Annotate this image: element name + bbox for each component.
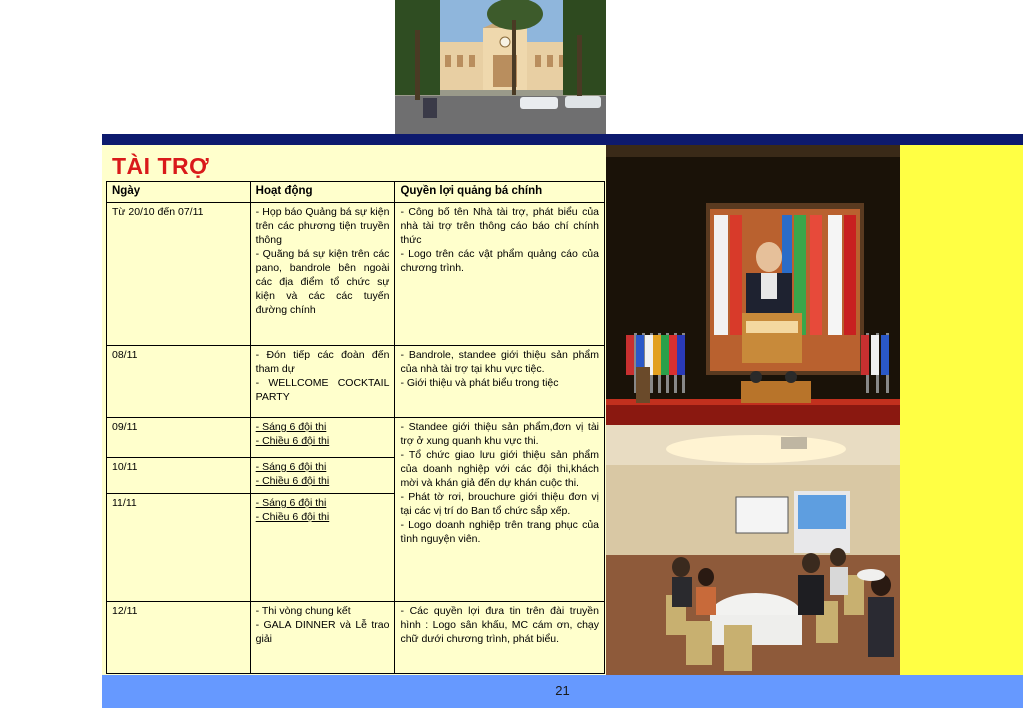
- table-row: [107, 602, 605, 674]
- benefit-line: - Các quyền lợi đưa tin trên đài truyền hình : Logo sân khấu, MC cám ơn, chạy chữ dưới chương trình, phát biểu.: [400, 605, 599, 645]
- footer-bar: [102, 675, 1023, 708]
- activity-line: - Sáng 6 đội thi: [255, 421, 327, 433]
- conference-stage-photo: [606, 145, 900, 425]
- side-accent-strip: [900, 145, 1023, 675]
- table-row: [107, 418, 605, 458]
- benefit-line: - Logo doanh nghiệp trên trang phục của tình nguyện viên.: [400, 519, 599, 545]
- city-hall-photo: [395, 0, 606, 134]
- table-header-row: [107, 182, 605, 203]
- activity-cell: [250, 494, 395, 602]
- table-row: [107, 203, 605, 346]
- activity-cell: [250, 346, 395, 418]
- date-cell: 11/11: [107, 494, 251, 602]
- benefit-line: - Công bố tên Nhà tài trợ, phát biểu của nhà tài trợ trên thông cáo báo chí chính thức: [400, 206, 599, 246]
- date-cell: 10/11: [107, 458, 251, 494]
- page-number: 21: [555, 683, 570, 698]
- activity-cell: [250, 602, 395, 674]
- benefit-line: - Tổ chức giao lưu giới thiệu sản phẩm của doanh nghiệp với các đội thi,khách mời và khán giả đến dự khán cuộc thi.: [400, 449, 599, 489]
- table-row: [107, 346, 605, 418]
- benefits-cell: [395, 346, 605, 418]
- benefit-line: - Giới thiệu và phát biểu trong tiệc: [400, 377, 559, 389]
- activity-line: - WELLCOME COCKTAIL PARTY: [255, 377, 390, 403]
- activity-line: - GALA DINNER và Lễ trao giải: [255, 619, 390, 645]
- activity-line: - Đón tiếp các đoàn đến tham dự: [255, 349, 390, 375]
- activity-line: - Sáng 6 đội thi: [255, 497, 327, 509]
- date-cell: 12/11: [107, 602, 251, 674]
- header-divider: [102, 134, 1023, 145]
- sponsorship-table: [106, 181, 605, 674]
- benefit-line: - Phát tờ rơi, brouchure giới thiệu đơn vị tại các vị trí do Ban tổ chức sắp xếp.: [400, 491, 599, 517]
- date-cell: 08/11: [107, 346, 251, 418]
- benefit-line: - Logo trên các vật phẩm quảng cáo của chương trình.: [400, 248, 599, 274]
- column-header-benefits: Quyền lợi quảng bá chính: [395, 182, 605, 203]
- date-cell: Từ 20/10 đến 07/11: [107, 203, 251, 346]
- meeting-room-photo: [606, 425, 900, 675]
- benefits-cell: [395, 602, 605, 674]
- column-header-date: Ngày: [107, 182, 251, 203]
- activity-cell: [250, 458, 395, 494]
- activity-line: - Họp báo Quảng bá sự kiện trên các phương tiện truyền thông: [255, 206, 390, 246]
- benefits-cell-merged: [395, 418, 605, 602]
- date-cell: 09/11: [107, 418, 251, 458]
- activity-line: - Sáng 6 đội thi: [255, 461, 327, 473]
- column-header-activity: Hoạt động: [250, 182, 395, 203]
- benefit-line: - Standee giới thiệu sản phẩm,đơn vị tài trợ ở xung quanh khu vực thi.: [400, 421, 599, 447]
- activity-cell: [250, 203, 395, 346]
- activity-line: - Chiều 6 đội thi: [255, 475, 330, 487]
- benefits-cell: [395, 203, 605, 346]
- activity-cell: [250, 418, 395, 458]
- page-title: TÀI TRỢ: [112, 153, 210, 179]
- activity-line: - Thi vòng chung kết: [255, 605, 351, 617]
- content-panel: [102, 145, 606, 675]
- activity-line: - Chiều 6 đội thi: [255, 511, 330, 523]
- benefit-line: - Bandrole, standee giới thiệu sản phẩm của nhà tài trợ tại khu vực tiệc.: [400, 349, 599, 375]
- activity-line: - Quãng bá sự kiện trên các pano, bandrole bên ngoài các địa điểm tổ chức sự kiện và các các tuyến đường chính: [255, 248, 390, 316]
- activity-line: - Chiều 6 đội thi: [255, 435, 330, 447]
